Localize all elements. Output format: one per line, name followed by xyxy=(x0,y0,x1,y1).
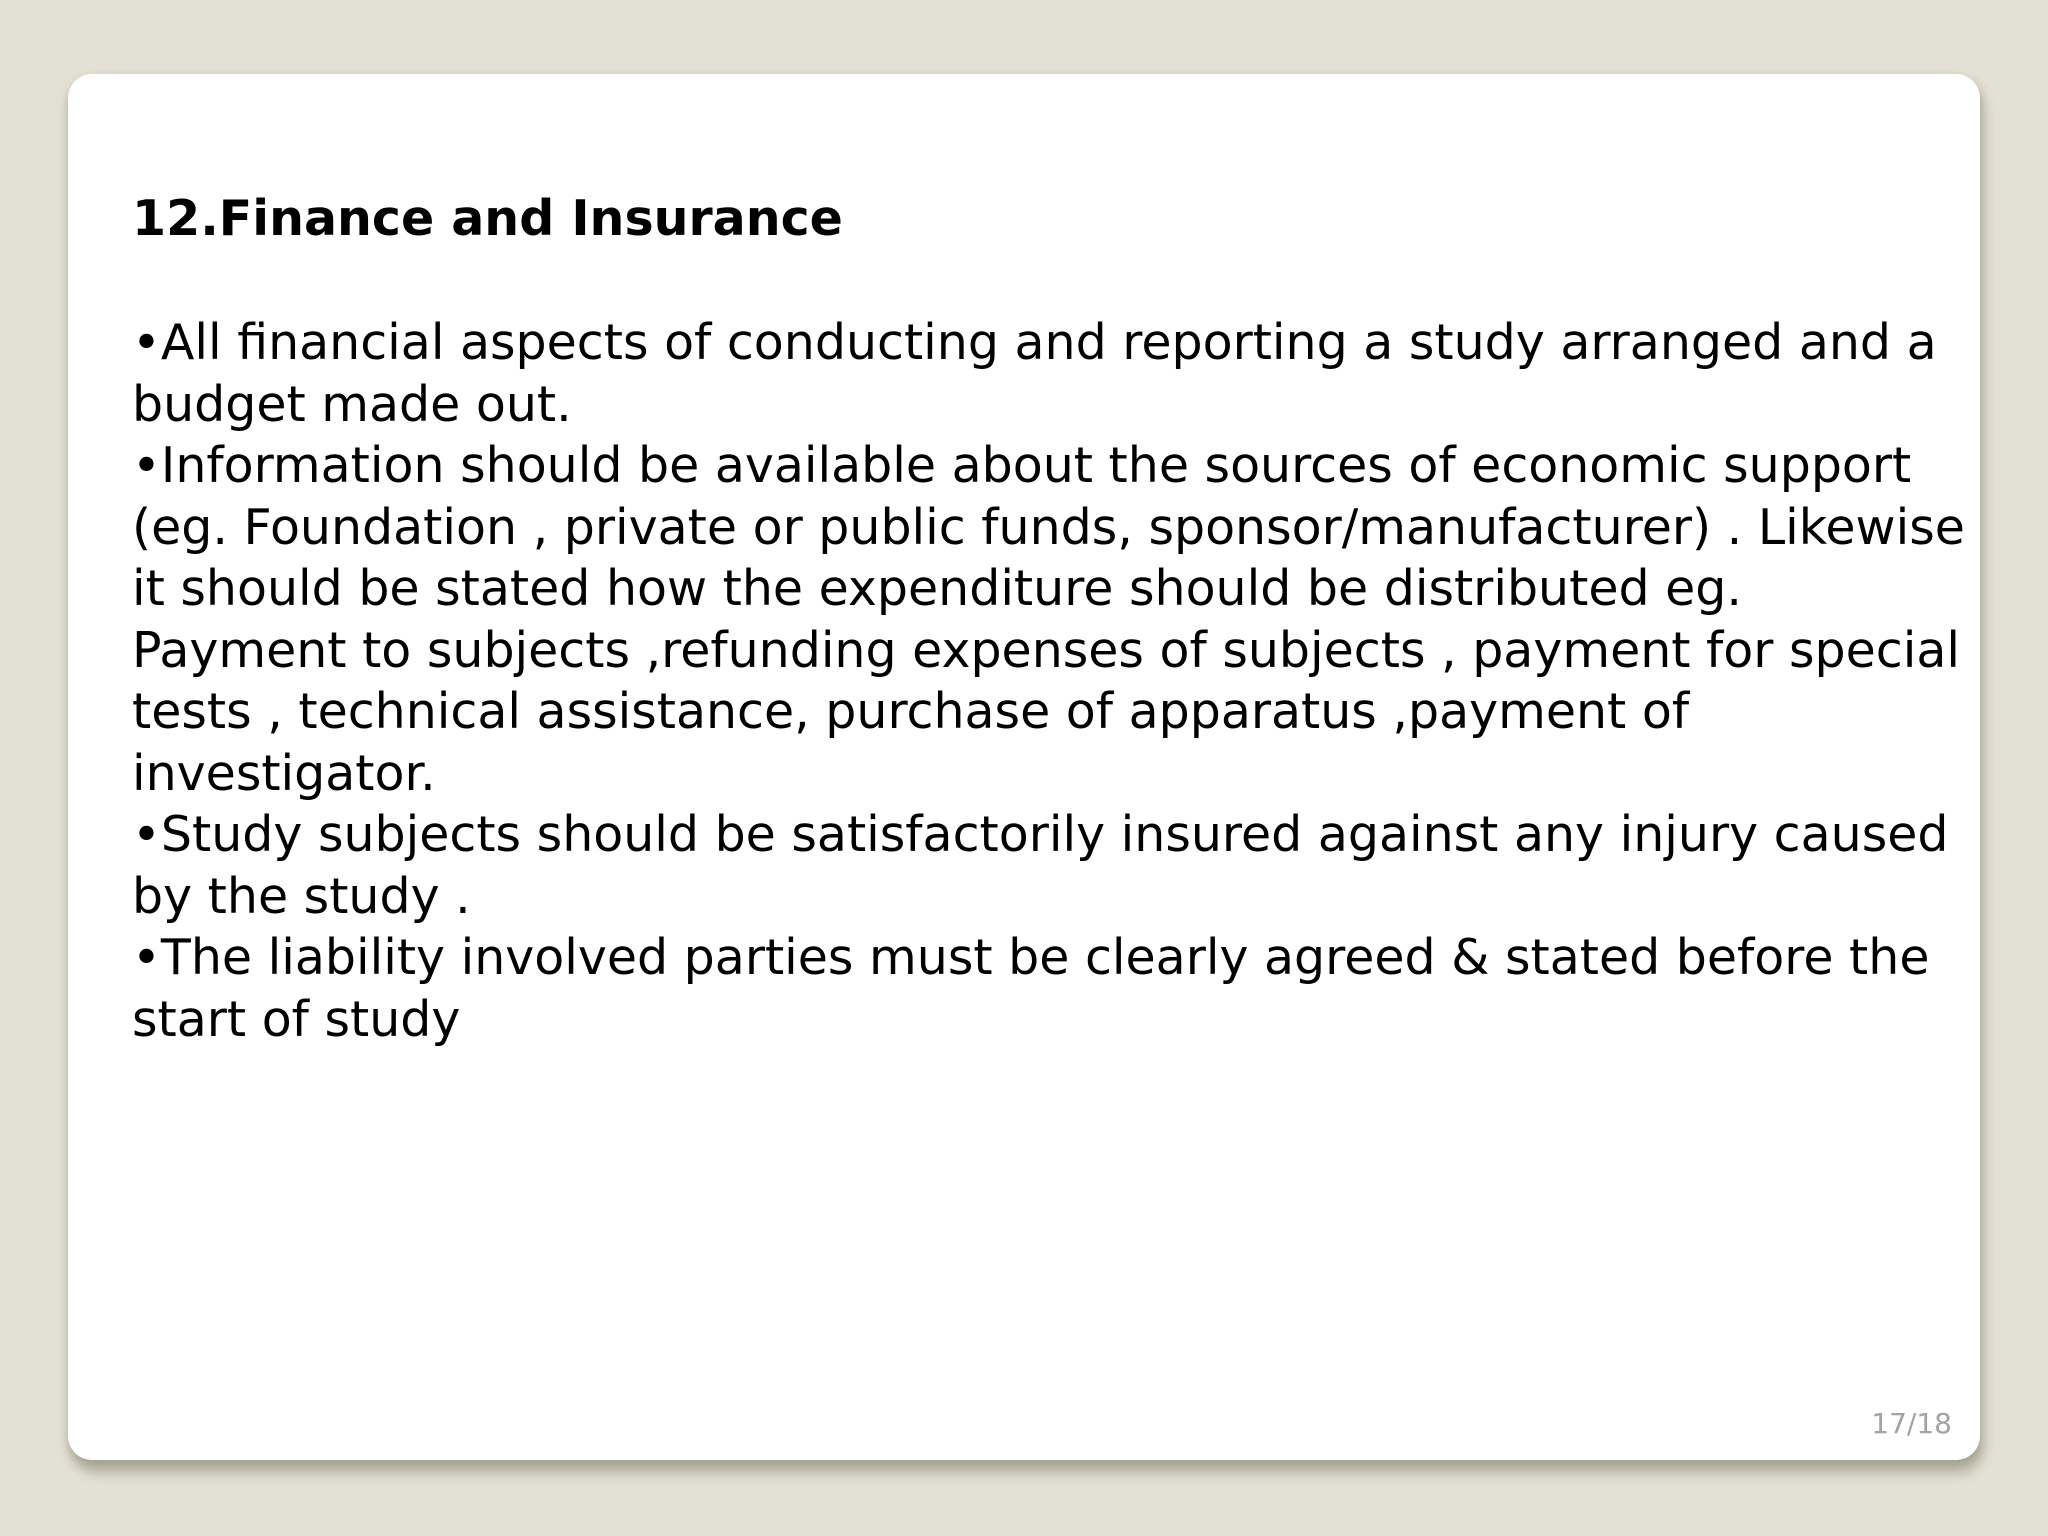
bullet-text: Information should be available about the sources of economic support (eg. Foundation , private or public funds, sponsor/manufacturer) . Likewise it should be stated how the expenditure should be distributed eg. Payment to subjects ,refunding expenses of subjects , payment for special tests , technical assistance, purchase of apparatus ,payment of investigator. xyxy=(132,437,1965,802)
bullet-item xyxy=(132,435,1972,804)
bullet-text: All financial aspects of conducting and reporting a study arranged and a budget made out. xyxy=(132,314,1937,433)
bullet-icon: • xyxy=(132,314,161,371)
bullet-icon: • xyxy=(132,437,161,494)
page-number: 17/18 xyxy=(1871,1407,1952,1440)
slide-card xyxy=(68,74,1980,1460)
bullet-icon: • xyxy=(132,929,161,986)
slide-title: 12.Finance and Insurance xyxy=(132,190,843,247)
bullet-icon: • xyxy=(132,806,161,863)
bullet-item xyxy=(132,312,1972,435)
bullet-item xyxy=(132,927,1972,1050)
slide-content xyxy=(132,188,1972,1050)
bullet-text: Study subjects should be satisfactorily insured against any injury caused by the study . xyxy=(132,806,1949,925)
bullet-item xyxy=(132,804,1972,927)
bullet-text: The liability involved parties must be clearly agreed & stated before the start of study xyxy=(132,929,1930,1048)
bullet-list xyxy=(132,312,1972,1050)
